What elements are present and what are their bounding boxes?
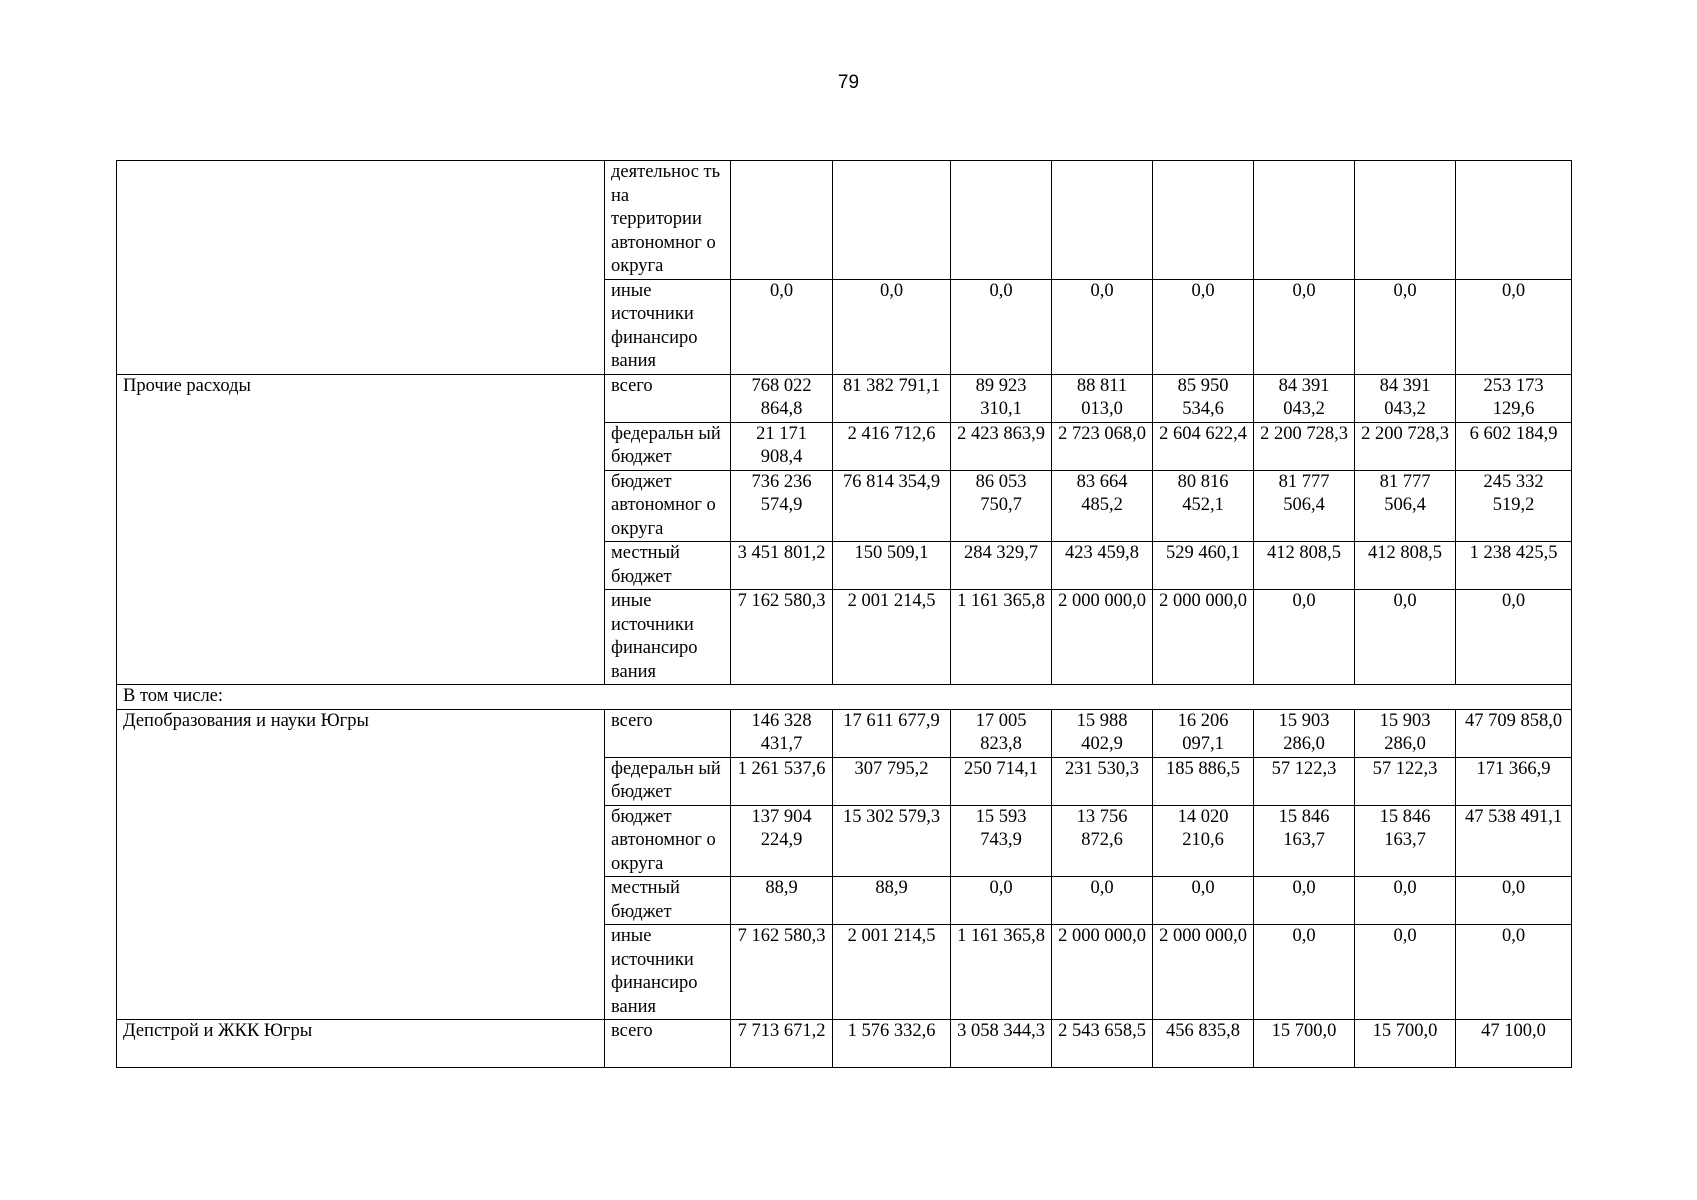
value-cell: 15 700,0 <box>1254 1020 1355 1068</box>
value-cell: 0,0 <box>1153 877 1254 925</box>
value-cell: 15 593 743,9 <box>951 805 1052 877</box>
value-cell: 88,9 <box>731 877 833 925</box>
page-number: 79 <box>837 72 860 93</box>
value-cell: 15 846 163,7 <box>1254 805 1355 877</box>
value-cell: 2 000 000,0 <box>1052 590 1153 685</box>
value-cell: 0,0 <box>1456 877 1572 925</box>
program-name-cell <box>117 161 605 375</box>
value-cell: 0,0 <box>1355 925 1456 1020</box>
value-cell: 423 459,8 <box>1052 542 1153 590</box>
source-cell: бюджет автономног о округа <box>605 470 731 542</box>
value-cell: 2 000 000,0 <box>1052 925 1153 1020</box>
value-cell: 0,0 <box>833 279 951 374</box>
value-cell: 2 000 000,0 <box>1153 590 1254 685</box>
value-cell: 14 020 210,6 <box>1153 805 1254 877</box>
value-cell: 0,0 <box>1254 877 1355 925</box>
table-row <box>117 374 1572 422</box>
value-cell: 57 122,3 <box>1355 757 1456 805</box>
value-cell: 0,0 <box>1355 279 1456 374</box>
source-cell: деятельнос ть на территории автономног о округа <box>605 161 731 280</box>
program-name-cell: Депобразования и науки Югры <box>117 709 605 1020</box>
value-cell: 736 236 574,9 <box>731 470 833 542</box>
value-cell: 15 302 579,3 <box>833 805 951 877</box>
value-cell: 0,0 <box>1052 279 1153 374</box>
value-cell: 15 903 286,0 <box>1254 709 1355 757</box>
value-cell: 1 161 365,8 <box>951 925 1052 1020</box>
value-cell: 17 005 823,8 <box>951 709 1052 757</box>
value-cell: 6 602 184,9 <box>1456 422 1572 470</box>
value-cell: 456 835,8 <box>1153 1020 1254 1068</box>
value-cell: 81 777 506,4 <box>1254 470 1355 542</box>
program-name-cell: Депстрой и ЖКК Югры <box>117 1020 605 1068</box>
source-cell: иные источники финансиро вания <box>605 925 731 1020</box>
value-cell: 250 714,1 <box>951 757 1052 805</box>
source-cell: федеральн ый бюджет <box>605 422 731 470</box>
value-cell: 81 777 506,4 <box>1355 470 1456 542</box>
value-cell: 80 816 452,1 <box>1153 470 1254 542</box>
section-heading: В том числе: <box>117 685 1572 710</box>
table-row <box>117 685 1572 710</box>
value-cell: 0,0 <box>731 279 833 374</box>
value-cell: 7 162 580,3 <box>731 590 833 685</box>
value-cell: 88 811 013,0 <box>1052 374 1153 422</box>
value-cell: 15 903 286,0 <box>1355 709 1456 757</box>
value-cell: 768 022 864,8 <box>731 374 833 422</box>
value-cell: 2 200 728,3 <box>1355 422 1456 470</box>
source-cell: всего <box>605 374 731 422</box>
value-cell: 15 700,0 <box>1355 1020 1456 1068</box>
value-cell: 15 846 163,7 <box>1355 805 1456 877</box>
value-cell: 2 543 658,5 <box>1052 1020 1153 1068</box>
value-cell: 0,0 <box>1456 925 1572 1020</box>
value-cell: 146 328 431,7 <box>731 709 833 757</box>
value-cell: 2 416 712,6 <box>833 422 951 470</box>
value-cell: 3 451 801,2 <box>731 542 833 590</box>
value-cell: 137 904 224,9 <box>731 805 833 877</box>
value-cell: 0,0 <box>1355 590 1456 685</box>
source-cell: федеральн ый бюджет <box>605 757 731 805</box>
value-cell: 245 332 519,2 <box>1456 470 1572 542</box>
value-cell: 284 329,7 <box>951 542 1052 590</box>
value-cell: 1 238 425,5 <box>1456 542 1572 590</box>
value-cell: 0,0 <box>951 877 1052 925</box>
table-row <box>117 161 1572 280</box>
value-cell: 0,0 <box>1456 279 1572 374</box>
value-cell: 0,0 <box>951 279 1052 374</box>
value-cell <box>1254 161 1355 280</box>
value-cell: 253 173 129,6 <box>1456 374 1572 422</box>
value-cell: 89 923 310,1 <box>951 374 1052 422</box>
value-cell <box>951 161 1052 280</box>
value-cell: 0,0 <box>1153 279 1254 374</box>
value-cell: 21 171 908,4 <box>731 422 833 470</box>
value-cell: 0,0 <box>1456 590 1572 685</box>
value-cell: 529 460,1 <box>1153 542 1254 590</box>
source-cell: бюджет автономног о округа <box>605 805 731 877</box>
value-cell: 171 366,9 <box>1456 757 1572 805</box>
source-cell: иные источники финансиро вания <box>605 590 731 685</box>
value-cell: 2 423 863,9 <box>951 422 1052 470</box>
value-cell: 1 161 365,8 <box>951 590 1052 685</box>
value-cell <box>731 161 833 280</box>
value-cell: 2 604 622,4 <box>1153 422 1254 470</box>
table-row <box>117 1020 1572 1068</box>
value-cell: 13 756 872,6 <box>1052 805 1153 877</box>
value-cell: 2 001 214,5 <box>833 590 951 685</box>
source-cell: иные источники финансиро вания <box>605 279 731 374</box>
value-cell: 17 611 677,9 <box>833 709 951 757</box>
value-cell: 0,0 <box>1052 877 1153 925</box>
budget-table <box>116 160 1572 1068</box>
value-cell: 47 709 858,0 <box>1456 709 1572 757</box>
value-cell: 0,0 <box>1254 279 1355 374</box>
value-cell: 85 950 534,6 <box>1153 374 1254 422</box>
value-cell <box>1153 161 1254 280</box>
source-cell: всего <box>605 709 731 757</box>
value-cell: 0,0 <box>1254 925 1355 1020</box>
value-cell: 2 723 068,0 <box>1052 422 1153 470</box>
value-cell: 0,0 <box>1254 590 1355 685</box>
value-cell: 307 795,2 <box>833 757 951 805</box>
value-cell: 2 000 000,0 <box>1153 925 1254 1020</box>
value-cell: 86 053 750,7 <box>951 470 1052 542</box>
value-cell: 7 713 671,2 <box>731 1020 833 1068</box>
source-cell: местный бюджет <box>605 542 731 590</box>
value-cell: 412 808,5 <box>1254 542 1355 590</box>
value-cell: 88,9 <box>833 877 951 925</box>
value-cell: 47 538 491,1 <box>1456 805 1572 877</box>
source-cell: местный бюджет <box>605 877 731 925</box>
value-cell: 1 261 537,6 <box>731 757 833 805</box>
source-cell: всего <box>605 1020 731 1068</box>
value-cell: 84 391 043,2 <box>1254 374 1355 422</box>
value-cell: 81 382 791,1 <box>833 374 951 422</box>
value-cell <box>1052 161 1153 280</box>
value-cell: 84 391 043,2 <box>1355 374 1456 422</box>
value-cell: 412 808,5 <box>1355 542 1456 590</box>
value-cell <box>1355 161 1456 280</box>
value-cell: 1 576 332,6 <box>833 1020 951 1068</box>
value-cell: 16 206 097,1 <box>1153 709 1254 757</box>
value-cell: 83 664 485,2 <box>1052 470 1153 542</box>
value-cell: 3 058 344,3 <box>951 1020 1052 1068</box>
value-cell <box>833 161 951 280</box>
program-name-cell: Прочие расходы <box>117 374 605 685</box>
value-cell: 0,0 <box>1355 877 1456 925</box>
value-cell: 47 100,0 <box>1456 1020 1572 1068</box>
value-cell: 2 200 728,3 <box>1254 422 1355 470</box>
value-cell: 7 162 580,3 <box>731 925 833 1020</box>
value-cell: 15 988 402,9 <box>1052 709 1153 757</box>
value-cell: 57 122,3 <box>1254 757 1355 805</box>
value-cell: 185 886,5 <box>1153 757 1254 805</box>
value-cell: 2 001 214,5 <box>833 925 951 1020</box>
value-cell: 150 509,1 <box>833 542 951 590</box>
value-cell: 76 814 354,9 <box>833 470 951 542</box>
table-row <box>117 709 1572 757</box>
value-cell: 231 530,3 <box>1052 757 1153 805</box>
value-cell <box>1456 161 1572 280</box>
